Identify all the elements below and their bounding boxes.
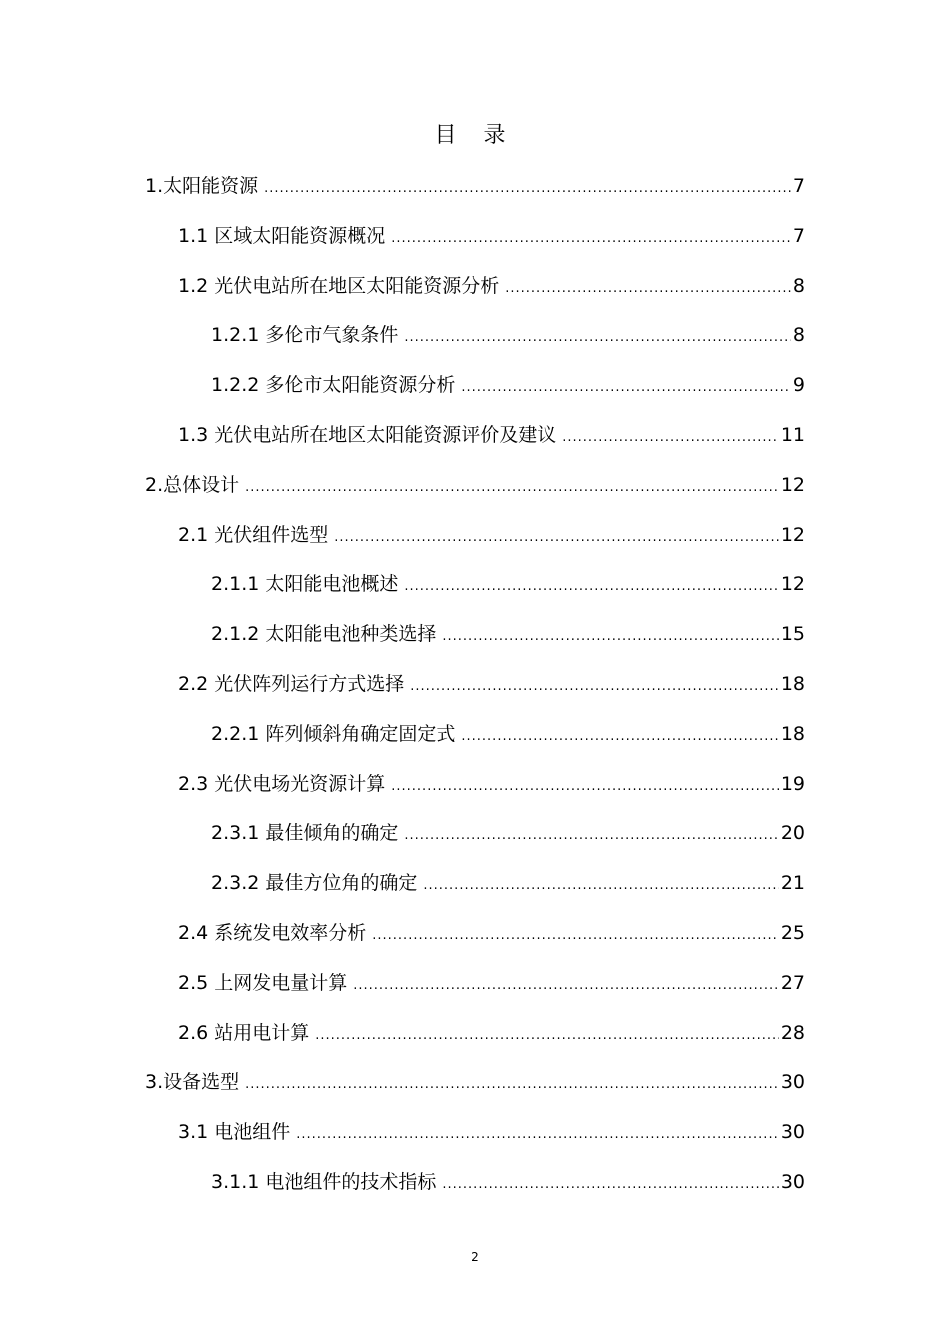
toc-dot-leader <box>245 1070 779 1100</box>
toc-dot-leader <box>461 373 791 403</box>
toc-entry-page: 28 <box>780 1021 805 1044</box>
toc-dot-leader <box>264 174 791 204</box>
toc-entry[interactable] <box>211 719 805 749</box>
toc-entry[interactable] <box>178 520 805 550</box>
toc-entry-page: 7 <box>792 175 805 197</box>
toc-dot-leader <box>461 722 778 752</box>
toc-entry[interactable] <box>178 769 805 799</box>
toc-entry[interactable] <box>145 1067 805 1097</box>
toc-entry-label: 2.总体设计 <box>145 473 240 496</box>
toc-entry-page: 7 <box>792 224 805 247</box>
toc-entry[interactable] <box>211 619 805 649</box>
toc-entry-page: 11 <box>780 424 805 446</box>
toc-entry-label: 2.1.2 太阳能电池种类选择 <box>211 623 437 646</box>
toc-entry[interactable] <box>211 868 805 898</box>
toc-dot-leader <box>562 423 779 453</box>
toc-entry-page: 27 <box>780 971 805 994</box>
toc-entry-label: 2.5 上网发电量计算 <box>178 971 348 994</box>
toc-dot-leader <box>372 921 779 951</box>
toc-entry-page: 30 <box>780 1071 805 1094</box>
toc-entry[interactable] <box>211 569 805 599</box>
toc-dot-leader <box>404 572 778 602</box>
toc-entry-page: 21 <box>780 872 805 895</box>
toc-entry[interactable] <box>178 669 805 699</box>
toc-entry-page: 12 <box>780 573 805 596</box>
toc-entry-page: 9 <box>792 374 805 397</box>
toc-dot-leader <box>442 622 778 652</box>
toc-dot-leader <box>315 1021 779 1051</box>
toc-entry-label: 1.2.2 多伦市太阳能资源分析 <box>211 374 456 397</box>
toc-dot-leader <box>391 224 791 254</box>
toc-entry-page: 8 <box>792 324 805 347</box>
toc-dot-leader <box>423 871 778 901</box>
toc-entry-label: 2.3.2 最佳方位角的确定 <box>211 872 418 895</box>
toc-entry-label: 1.3 光伏电站所在地区太阳能资源评价及建议 <box>178 424 557 446</box>
toc-entry[interactable] <box>145 171 805 201</box>
toc-dot-leader <box>505 274 791 304</box>
toc-entry-label: 2.2 光伏阵列运行方式选择 <box>178 673 405 695</box>
toc-entry-page: 20 <box>780 822 805 845</box>
toc-entry-label: 2.2.1 阵列倾斜角确定固定式 <box>211 722 456 745</box>
toc-entry[interactable] <box>211 320 805 350</box>
toc-entry[interactable] <box>211 370 805 400</box>
toc-entry-label: 2.1 光伏组件选型 <box>178 523 329 546</box>
toc-entry-page: 18 <box>780 673 805 695</box>
toc-entry-label: 3.1 电池组件 <box>178 1121 291 1144</box>
toc-entry[interactable] <box>211 818 805 848</box>
toc-entry-page: 30 <box>780 1171 805 1193</box>
toc-entry-label: 3.设备选型 <box>145 1071 240 1094</box>
toc-dot-leader <box>296 1120 779 1150</box>
toc-title: 目 录 <box>434 123 516 148</box>
toc-dot-leader <box>391 772 779 802</box>
toc-dot-leader <box>245 473 779 503</box>
toc-entry-page: 12 <box>780 473 805 496</box>
toc-entry[interactable] <box>178 420 805 450</box>
toc-entry-page: 18 <box>780 722 805 745</box>
toc-entry-label: 1.太阳能资源 <box>145 175 259 197</box>
toc-entry-label: 2.1.1 太阳能电池概述 <box>211 573 399 596</box>
toc-entry[interactable] <box>178 1117 805 1147</box>
toc-entry[interactable] <box>178 1018 805 1048</box>
toc-entry-label: 3.1.1 电池组件的技术指标 <box>211 1171 437 1193</box>
toc-entry-page: 25 <box>780 922 805 944</box>
toc-entry-label: 2.3.1 最佳倾角的确定 <box>211 822 399 845</box>
toc-entry[interactable] <box>145 470 805 500</box>
toc-dot-leader <box>442 1170 778 1200</box>
toc-entry-label: 1.2 光伏电站所在地区太阳能资源分析 <box>178 274 500 297</box>
toc-entry-page: 30 <box>780 1121 805 1144</box>
toc-entry-page: 8 <box>792 274 805 297</box>
toc-entry-label: 1.1 区域太阳能资源概况 <box>178 224 386 247</box>
toc-entry[interactable] <box>178 918 805 948</box>
toc-dot-leader <box>334 523 779 553</box>
page-number: 2 <box>471 1250 479 1264</box>
toc-dot-leader <box>404 323 791 353</box>
toc-entry-label: 2.4 系统发电效率分析 <box>178 922 367 944</box>
toc-entry[interactable] <box>211 1167 805 1197</box>
toc-entry-page: 15 <box>780 623 805 646</box>
toc-entry[interactable] <box>178 271 805 301</box>
toc-entry-page: 19 <box>780 772 805 795</box>
toc-dot-leader <box>410 672 779 702</box>
toc-dot-leader <box>404 821 778 851</box>
toc-entry-page: 12 <box>780 523 805 546</box>
toc-entry-label: 1.2.1 多伦市气象条件 <box>211 324 399 347</box>
toc-entry[interactable] <box>178 968 805 998</box>
toc-entry-label: 2.3 光伏电场光资源计算 <box>178 772 386 795</box>
toc-entry[interactable] <box>178 221 805 251</box>
toc-dot-leader <box>353 971 779 1001</box>
toc-entry-label: 2.6 站用电计算 <box>178 1021 310 1044</box>
